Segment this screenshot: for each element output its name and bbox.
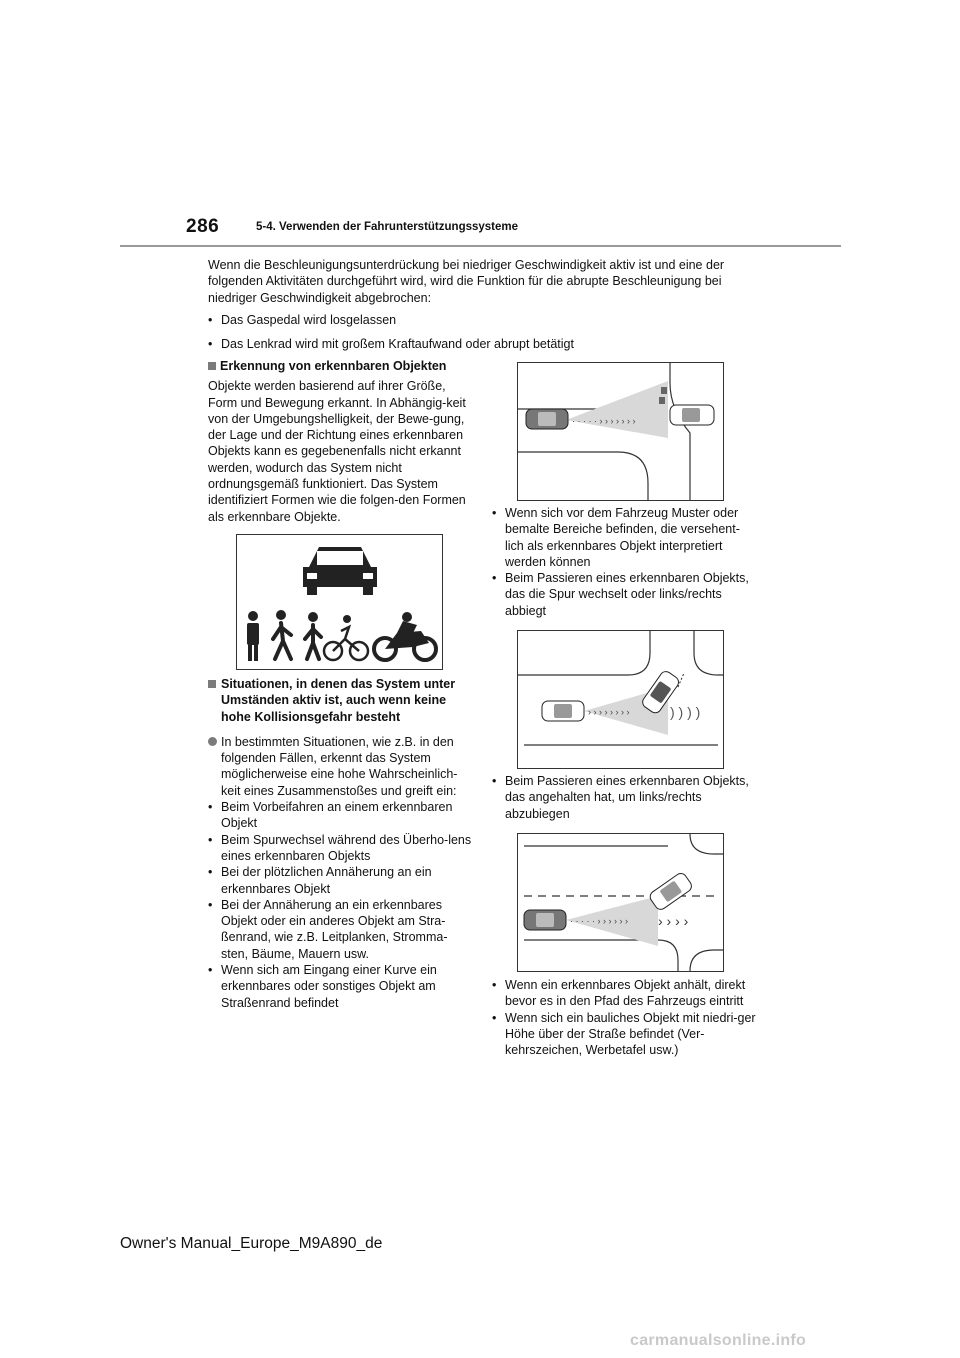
- ego-car-icon: [526, 409, 568, 429]
- intro-bullet-1: • Das Gaspedal wird losgelassen: [208, 313, 397, 327]
- section2-heading: Situationen, in denen das System unter Umständen aktiv ist, auch wenn keine hohe Kollisionsgefahr besteht: [208, 676, 473, 725]
- section1: [208, 358, 473, 525]
- square-bullet-icon: [208, 362, 216, 370]
- arrow-marks: · · · · · › › › › › ›: [570, 916, 628, 926]
- turning-object-figure: [517, 630, 724, 769]
- right-bullet-a2: • Beim Passieren eines erkennbaren Objekts, das die Spur wechselt oder links/rechts abbiegt: [492, 571, 749, 618]
- section2-intro: In bestimmten Situationen, wie z.B. in den folgenden Fällen, erkennt das System möglicherweise eine hohe Wahrscheinlich-keit eines Zusammenstoßes und greift ein:: [208, 734, 473, 799]
- svg-text:· · · · · › › › › › › ›: · · · · · › › › › › › ›: [572, 416, 636, 426]
- section2-bullet-1: • Beim Vorbeifahren an einem erkennbaren Objekt: [208, 800, 453, 831]
- arrow-marks: [572, 416, 635, 426]
- right-bullets-a: [492, 505, 757, 619]
- cyclist-icon: [324, 615, 368, 660]
- curve-entrance-figure: [517, 362, 724, 501]
- right-bullet-c2: • Wenn sich ein bauliches Objekt mit niedri-ger Höhe über der Straße befindet (Ver-kehrszeichen, Werbetafel usw.): [492, 1010, 756, 1058]
- watermark: carmanualsonline.info: [630, 1332, 807, 1349]
- section1-body: Objekte werden basierend auf ihrer Größe, Form und Bewegung erkannt. In Abhängig-keit von der Umgebungshelligkeit, der Bewe-gung, der Lage und der Richtung eines erkennbaren Objekts kann es gegebenenfalls nicht erkannt werden, wodurch das System nicht ordnungsgemäß funktioniert. Das System identifiziert Formen wie die folgen-den Formen als erkennbare Objekte.: [208, 379, 466, 524]
- section2: [208, 676, 473, 1011]
- right-bullet-c1: • Wenn ein erkennbares Objekt anhält, direkt bevor es in den Pfad des Fahrzeugs eintritt: [492, 978, 746, 1009]
- right-bullet-b1: • Beim Passieren eines erkennbaren Objekts, das angehalten hat, um links/rechts abzubiegen: [492, 774, 749, 821]
- stopped-car-icon: [648, 871, 694, 911]
- intro-bullet-2: • Das Lenkrad wird mit großem Kraftaufwand oder abrupt betätigt: [208, 337, 574, 351]
- section2-bullet-4: • Bei der Annäherung an ein erkennbares Objekt oder ein anderes Objekt am Stra-ßenrand, wie z.B. Leitplanken, Stromma-sten, Bäume, Mauern usw.: [208, 897, 448, 961]
- header-rule: [120, 245, 841, 247]
- arrow-marks: › › › ›: [658, 913, 689, 929]
- section2-bullet-2: • Beim Spurwechsel während des Überho-lens eines erkennbaren Objekts: [208, 832, 472, 863]
- page-number: 286: [186, 216, 220, 237]
- roadside-object-icon: [659, 397, 665, 404]
- square-bullet-icon: [208, 680, 216, 688]
- chapter-title: 5-4. Verwenden der Fahrunterstützungssysteme: [256, 221, 519, 233]
- roadside-object-icon: [661, 387, 667, 394]
- section1-heading: Erkennung von erkennbaren Objekten: [208, 358, 473, 374]
- right-bullets-b: [492, 773, 757, 822]
- pedestrian-walking-icon: [273, 610, 291, 659]
- stopped-object-figure: [517, 833, 724, 972]
- object-car-icon: [670, 405, 714, 425]
- recognizable-objects-figure: [236, 534, 443, 670]
- motorcycle-icon: [374, 612, 436, 660]
- direction-arrow-icon: [678, 673, 684, 687]
- circle-bullet-icon: [208, 737, 217, 746]
- ego-car-icon: [524, 910, 566, 930]
- right-bullets-c: [492, 977, 757, 1058]
- car-front-icon: [303, 547, 377, 595]
- section2-bullet-5: • Wenn sich am Eingang einer Kurve ein erkennbares oder sonstiges Objekt am Straßenrand befindet: [208, 963, 437, 1010]
- intro-paragraph: Wenn die Beschleunigungsunterdrückung bei niedriger Geschwindigkeit aktiv ist und eine der folgenden Aktivitäten durchgeführt wird, wird die Funktion für die abrupte Beschleunigung bei niedriger Geschwindigkeit abgebrochen:: [208, 258, 725, 305]
- pedestrian-standing-icon: [247, 611, 259, 661]
- footer-manual-name: Owner's Manual_Europe_M9A890_de: [120, 1235, 383, 1252]
- ego-car-icon: [542, 701, 584, 721]
- section2-bullet-3: • Bei der plötzlichen Annäherung an ein erkennbares Objekt: [208, 865, 432, 896]
- arrow-marks: › › › › › › › ›: [588, 707, 630, 717]
- child-icon: [305, 612, 321, 659]
- arrow-marks: ) ) ) ): [670, 704, 701, 720]
- right-bullet-a1: • Wenn sich vor dem Fahrzeug Muster oder bemalte Bereiche befinden, die versehent-lich als erkennbares Objekt interpretiert werden können: [492, 506, 740, 569]
